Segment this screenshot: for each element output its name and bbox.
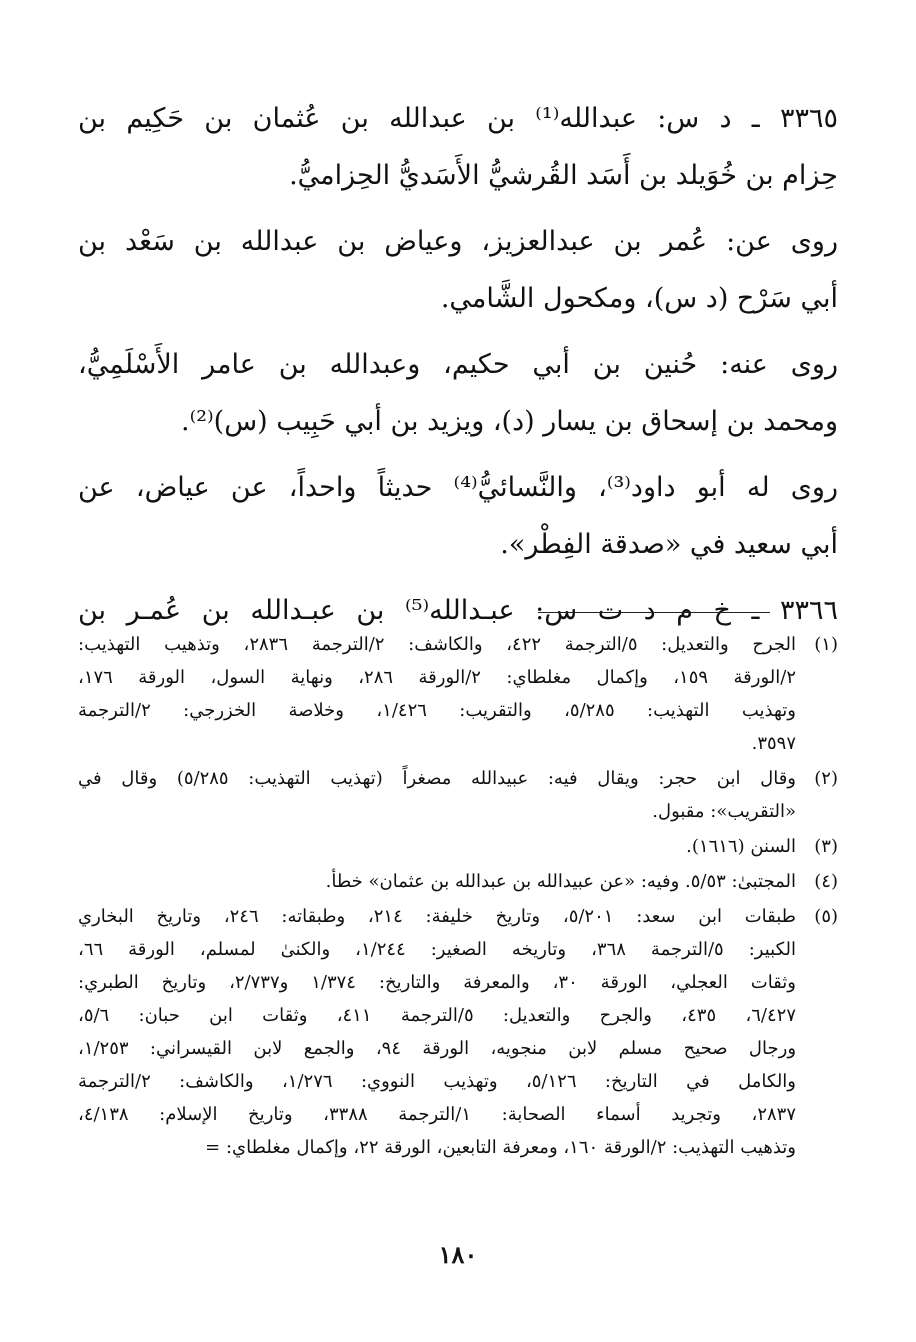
footnote-line: ٢٨٣٧، وتجريد أسماء الصحابة: ١/الترجمة ٣٣٨٨، وتاريخ الإسلام: ٤/١٣٨، [78,1104,796,1125]
footnote-line: ٢/الورقة ١٥٩، وإكمال مغلطاي: ٢/الورقة ٢٨٦، ونهاية السول، الورقة ١٧٦، [78,667,796,688]
footnote-line [78,628,838,661]
footnote-text: الجرح والتعديل: ٥/الترجمة ٤٢٢، والكاشف: ٢/الترجمة ٢٨٣٦، وتذهيب التهذيب: [78,634,796,655]
footnote-1 [78,628,838,760]
text-line: حِزام بن خُوَيلد بن أَسَد القُرشيُّ الأَسَديُّ الحِزاميُّ. [289,160,838,191]
footnote-separator [538,612,770,613]
footnote-mark: (١) [814,634,838,655]
footnote-line: الكبير: ٥/الترجمة ٣٦٨، وتاريخه الصغير: ١/٢٤٤، والكنىٰ لمسلم، الورقة ٦٦، [78,939,796,960]
footnote-mark: (٤) [814,871,838,892]
text-line: روى له أبو داود⁽³⁾، والنَّسائيُّ⁽⁴⁾ حديثاً واحداً، عن عياض، عن [78,472,839,503]
text-line: ٣٣٦٥ ـ د س: عبدالله⁽¹⁾ بن عبدالله بن عُثمان بن حَكِيم بن [78,103,838,134]
footnote-line: ورجال صحيح مسلم لابن منجويه، الورقة ٩٤، والجمع لابن القيسراني: ١/٢٥٣، [78,1038,797,1059]
footnote-3 [78,830,838,863]
text-line: أبي سعيد في «صدقة الفِطْر». [500,529,838,560]
footnote-line [78,830,838,863]
footnotes [78,628,838,1166]
text-line: روى عنه: حُنين بن أبي حكيم، وعبدالله بن عامر الأَسْلَمِيُّ، [78,349,838,380]
text-line: ومحمد بن إسحاق بن يسار (د)، ويزيد بن أبي حَبِيب (س)⁽²⁾. [180,406,838,437]
footnote-line: وتذهيب التهذيب: ٢/الورقة ١٦٠، ومعرفة التابعين، الورقة ٢٢، وإكمال مغلطاي: = [205,1137,796,1158]
footnote-2 [78,762,838,828]
footnote-line [78,900,838,933]
footnote-4 [78,865,838,898]
footnote-text: السنن (١٦١٦). [686,836,796,857]
footnote-line [78,762,838,795]
footnote-text: المجتبىٰ: ٥/٥٣. وفيه: «عن عبيدالله بن عبدالله بن عثمان» خطأ. [325,871,796,892]
text-line: أبي سَرْح (د س)، ومكحول الشَّامي. [440,283,838,314]
narrated-for-paragraph [78,459,838,573]
main-text [78,90,838,648]
footnote-5 [78,900,838,1164]
text-line: روى عن: عُمر بن عبدالعزيز، وعياض بن عبدالله بن سَعْد بن [78,226,838,257]
footnote-line: والكامل في التاريخ: ٥/١٢٦، وتهذيب النووي: ١/٢٧٦، والكاشف: ٢/الترجمة [78,1071,797,1092]
footnote-line: وتهذيب التهذيب: ٥/٢٨٥، والتقريب: ١/٤٢٦، وخلاصة الخزرجي: ٢/الترجمة [78,700,796,721]
narrated-by-paragraph [78,336,838,450]
footnote-line: «التقريب»: مقبول. [652,801,796,822]
footnote-mark: (٥) [814,906,839,927]
footnote-line: ٦/٤٢٧، ٤٣٥، والجرح والتعديل: ٥/الترجمة ٤١١، وثقات ابن حبان: ٥/٦، [78,1005,796,1026]
footnote-line: ٣٥٩٧. [751,733,796,754]
footnote-line [78,865,838,898]
footnote-text: طبقات ابن سعد: ٥/٢٠١، وتاريخ خليفة: ٢١٤، وطبقاته: ٢٤٦، وتاريخ البخاري [78,906,797,927]
footnote-mark: (٢) [814,768,838,789]
footnote-text: وقال ابن حجر: ويقال فيه: عبيدالله مصغراً (تهذيب التهذيب: ٥/٢٨٥) وقال في [78,768,796,789]
text-line: ٣٣٦٦ ـ خ م د ت س: عبـدالله⁽⁵⁾ بن عبـدالله بن عُمـر بن [78,595,838,626]
footnote-line: وثقات العجلي، الورقة ٣٠، والمعرفة والتاريخ: ١/٣٧٤ و٢/٧٣٧، وتاريخ الطبري: [78,972,796,993]
entry-3365-header [78,90,838,204]
page-number: ١٨٠ [438,1240,478,1269]
narrated-from-paragraph [78,213,838,327]
footnote-mark: (٣) [814,836,838,857]
